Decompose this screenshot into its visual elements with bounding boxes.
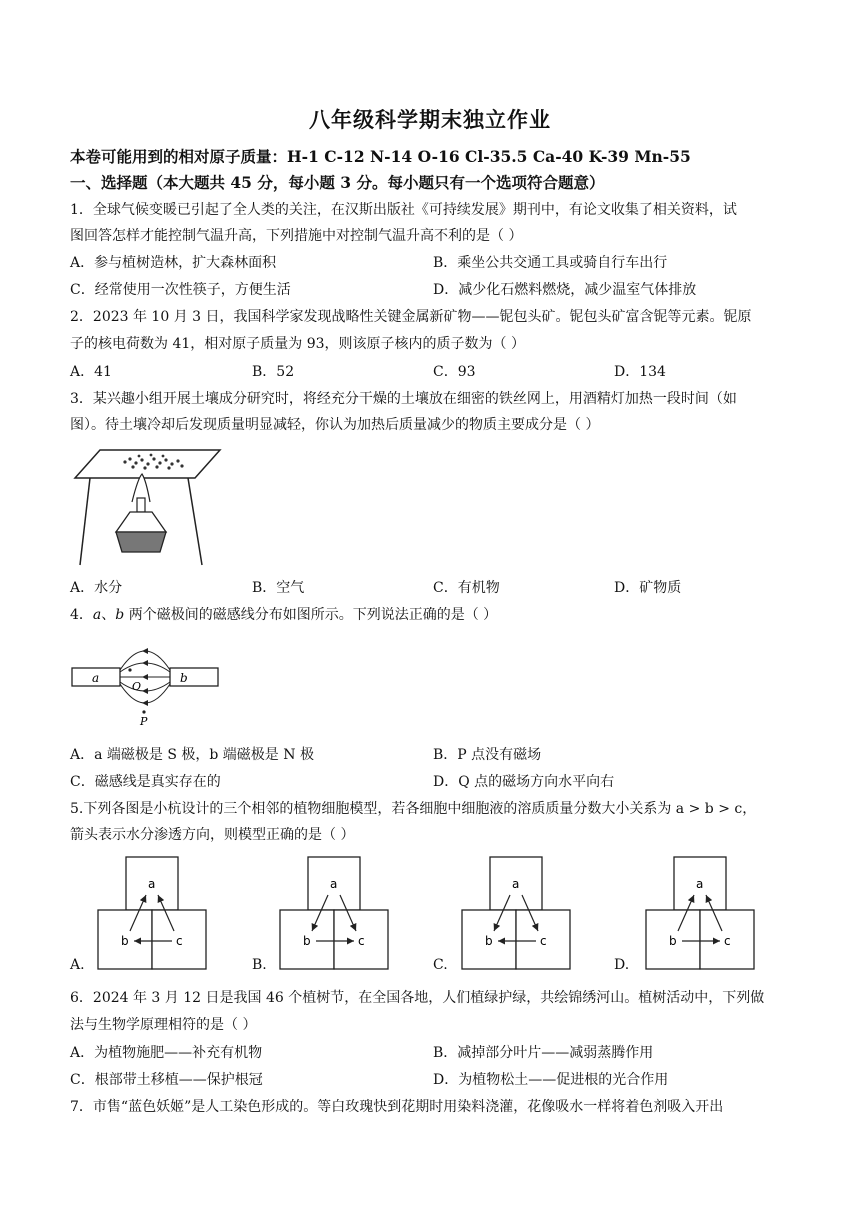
q4-stem-text: 两个磁极间的磁感线分布如图所示。下列说法正确的是（ ） <box>124 607 498 623</box>
fig-label-p: P <box>140 715 148 727</box>
cell-b-label: b <box>121 934 129 948</box>
cell-c-label: c <box>176 934 183 948</box>
q6-option-a[interactable]: A．为植物施肥——补充有机物 <box>70 1045 263 1061</box>
q3-stem-line1: 3．某兴趣小组开展土壤成分研究时，将经充分干燥的土壤放在细密的铁丝网上，用酒精灯加热一段时间（如 <box>70 391 737 407</box>
q2-option-c[interactable]: C．93 <box>433 364 476 380</box>
q4-number: 4． <box>70 607 93 623</box>
fig-label-o: O <box>132 680 142 693</box>
q3-option-c[interactable]: C．有机物 <box>433 580 500 596</box>
q4-pole-a: a <box>92 607 102 623</box>
cell-c-label: c <box>540 934 547 948</box>
q4-pole-b: b <box>115 607 125 623</box>
q5-stem-line2: 箭头表示水分渗透方向，则模型正确的是（ ） <box>70 827 355 843</box>
q2-option-b[interactable]: B．52 <box>252 364 295 380</box>
page-title: 八年级科学期末独立作业 <box>309 107 551 132</box>
q6-stem-line2: 法与生物学原理相符的是（ ） <box>70 1017 257 1033</box>
q5-option-d[interactable]: D. <box>614 957 630 973</box>
cell-b-label: b <box>669 934 677 948</box>
soil-heating-figure <box>70 440 225 570</box>
q4-option-b[interactable]: B．P 点没有磁场 <box>433 747 542 763</box>
q2-stem-line2: 子的核电荷数为 41，相对原子质量为 93，则该原子核内的质子数为（ ） <box>70 336 525 352</box>
cell-a-label: a <box>148 877 156 891</box>
q5-option-a[interactable]: A. <box>70 957 85 973</box>
q1-option-c[interactable]: C．经常使用一次性筷子，方便生活 <box>70 282 291 298</box>
q5-stem-line1: 5.下列各图是小杭设计的三个相邻的植物细胞模型，若各细胞中细胞液的溶质质量分数大小关系为 a > b > c， <box>70 801 757 817</box>
q6-option-b[interactable]: B．减掉部分叶片——减弱蒸腾作用 <box>433 1045 654 1061</box>
q7-stem-line1: 7．市售“蓝色妖姬”是人工染色形成的。等白玫瑰快到花期时用染料浇灌，花像吸水一样将着色剂吸入开出 <box>70 1099 724 1115</box>
cell-c-label: c <box>358 934 365 948</box>
q4-option-a[interactable]: A．a 端磁极是 S 极，b 端磁极是 N 极 <box>70 747 314 763</box>
q2-stem-line1: 2．2023 年 10 月 3 日，我国科学家发现战略性关键金属新矿物——铌包头矿。铌包头矿富含铌等元素。铌原 <box>70 309 752 325</box>
cell-b-label: b <box>303 934 311 948</box>
magnetic-field-figure <box>70 632 220 727</box>
q4-option-d[interactable]: D．Q 点的磁场方向水平向右 <box>433 774 615 790</box>
q1-option-d[interactable]: D．减少化石燃料燃烧，减少温室气体排放 <box>433 282 697 298</box>
fig-label-a: a <box>92 671 100 685</box>
section-heading: 一、选择题（本大题共 45 分，每小题 3 分。每小题只有一个选项符合题意） <box>70 173 605 192</box>
q4-option-c[interactable]: C．磁感线是真实存在的 <box>70 774 221 790</box>
q1-stem-line1: 1．全球气候变暖已引起了全人类的关注，在汉斯出版社《可持续发展》期刊中，有论文收集了相关资料，试 <box>70 202 737 218</box>
q1-stem-line2: 图回答怎样才能控制气温升高，下列措施中对控制气温升高不利的是（ ） <box>70 228 523 244</box>
q1-option-b[interactable]: B．乘坐公共交通工具或骑自行车出行 <box>433 255 668 271</box>
q4-stem <box>70 604 497 624</box>
q6-option-d[interactable]: D．为植物松土——促进根的光合作用 <box>433 1072 669 1088</box>
q5-option-b[interactable]: B. <box>252 957 267 973</box>
q3-option-a[interactable]: A．水分 <box>70 580 123 596</box>
fig-label-b: b <box>180 671 188 685</box>
q1-option-a[interactable]: A．参与植树造林，扩大森林面积 <box>70 255 277 271</box>
q5-option-c[interactable]: C. <box>433 957 448 973</box>
q3-option-d[interactable]: D．矿物质 <box>614 580 682 596</box>
atomic-masses-note: 本卷可能用到的相对原子质量：H-1 C-12 N-14 O-16 Cl-35.5 Ca-40 K-39 Mn-55 <box>70 147 691 166</box>
cell-model-d <box>644 855 756 971</box>
q6-option-c[interactable]: C．根部带土移植——保护根冠 <box>70 1072 263 1088</box>
q6-stem-line1: 6．2024 年 3 月 12 日是我国 46 个植树节，在全国各地，人们植绿护绿，共绘锦绣河山。植树活动中，下列做 <box>70 990 765 1006</box>
q2-option-a[interactable]: A．41 <box>70 364 112 380</box>
q4-separator: 、 <box>101 607 116 623</box>
cell-model-c <box>460 855 572 971</box>
cell-a-label: a <box>696 877 704 891</box>
q3-option-b[interactable]: B．空气 <box>252 580 305 596</box>
cell-b-label: b <box>485 934 493 948</box>
cell-a-label: a <box>330 877 338 891</box>
q2-option-d[interactable]: D．134 <box>614 364 666 380</box>
q3-stem-line2: 图）。待土壤冷却后发现质量明显减轻，你认为加热后质量减少的物质主要成分是（ ） <box>70 417 600 433</box>
cell-model-a <box>96 855 208 971</box>
cell-a-label: a <box>512 877 520 891</box>
cell-model-b <box>278 855 390 971</box>
cell-c-label: c <box>724 934 731 948</box>
